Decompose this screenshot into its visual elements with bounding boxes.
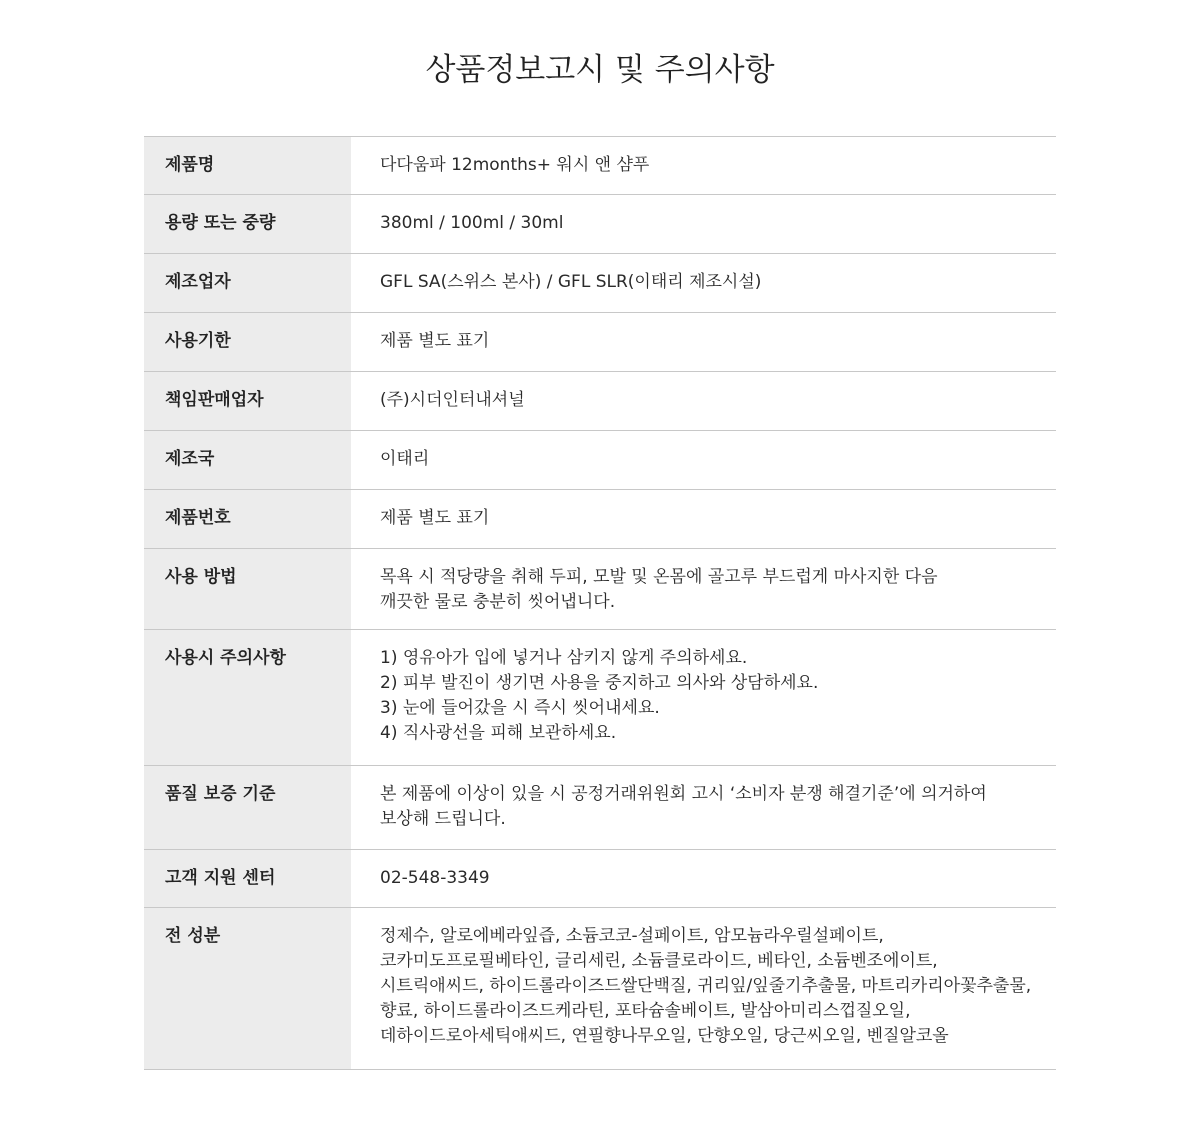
value-line: 1) 영유아가 입에 넣거나 삼키지 않게 주의하세요.	[380, 648, 748, 668]
row-value-product-number	[351, 490, 1056, 549]
row-value-volume	[351, 195, 1056, 254]
row-value-precautions	[351, 630, 1056, 766]
row-label-distributor: 책임판매업자	[144, 372, 351, 431]
row-label-quality-guarantee: 품질 보증 기준	[144, 766, 351, 850]
row-label-volume: 용량 또는 중량	[144, 195, 351, 254]
value-line: 깨끗한 물로 충분히 씻어냅니다.	[380, 592, 616, 612]
value-line: 다다움파 12months+ 워시 앤 샴푸	[380, 155, 650, 175]
value-line: GFL SA(스위스 본사) / GFL SLR(이태리 제조시설)	[380, 272, 762, 292]
value-line: 데하이드로아세틱애씨드, 연필향나무오일, 단향오일, 당근씨오일, 벤질알코올	[380, 1026, 949, 1046]
product-info-table	[144, 136, 1056, 1070]
value-line: 이태리	[380, 449, 430, 469]
row-value-expiry	[351, 313, 1056, 372]
row-value-usage	[351, 549, 1056, 630]
value-line: 제품 별도 표기	[380, 508, 490, 528]
row-value-ingredients	[351, 908, 1056, 1070]
value-line: 2) 피부 발진이 생기면 사용을 중지하고 의사와 상담하세요.	[380, 673, 819, 693]
row-label-manufacturer: 제조업자	[144, 254, 351, 313]
value-line: 제품 별도 표기	[380, 331, 490, 351]
row-label-customer-support: 고객 지원 센터	[144, 850, 351, 908]
table-row	[144, 549, 1056, 630]
row-label-usage: 사용 방법	[144, 549, 351, 630]
row-value-distributor	[351, 372, 1056, 431]
table-row	[144, 431, 1056, 490]
value-line: 본 제품에 이상이 있을 시 공정거래위원회 고시 ‘소비자 분쟁 해결기준’에 의거하여	[380, 784, 987, 804]
value-line: 02-548-3349	[380, 868, 490, 888]
value-line: 보상해 드립니다.	[380, 809, 506, 829]
row-label-ingredients: 전 성분	[144, 908, 351, 1070]
row-label-product-name: 제품명	[144, 137, 351, 195]
table-row	[144, 137, 1056, 195]
row-label-country: 제조국	[144, 431, 351, 490]
row-label-expiry: 사용기한	[144, 313, 351, 372]
table-row	[144, 850, 1056, 908]
row-value-customer-support	[351, 850, 1056, 908]
row-label-precautions: 사용시 주의사항	[144, 630, 351, 766]
table-row	[144, 313, 1056, 372]
row-value-quality-guarantee	[351, 766, 1056, 850]
value-line: 코카미도프로필베타인, 글리세린, 소듐클로라이드, 베타인, 소듐벤조에이트,	[380, 951, 938, 971]
value-line: 4) 직사광선을 피해 보관하세요.	[380, 723, 617, 743]
row-value-product-name	[351, 137, 1056, 195]
table-row	[144, 372, 1056, 431]
page-title: 상품정보고시 및 주의사항	[425, 52, 775, 88]
table-row	[144, 908, 1056, 1070]
value-line: 380ml / 100ml / 30ml	[380, 213, 564, 233]
value-line: 향료, 하이드롤라이즈드케라틴, 포타슘솔베이트, 발삼아미리스껍질오일,	[380, 1001, 911, 1021]
table-row	[144, 630, 1056, 766]
table-row	[144, 254, 1056, 313]
value-line: 정제수, 알로에베라잎즙, 소듐코코-설페이트, 암모늄라우릴설페이트,	[380, 926, 884, 946]
table-row	[144, 490, 1056, 549]
value-line: (주)시더인터내셔널	[380, 390, 525, 410]
value-line: 시트릭애씨드, 하이드롤라이즈드쌀단백질, 귀리잎/잎줄기추출물, 마트리카리아꽃추출물,	[380, 976, 1032, 996]
row-value-country	[351, 431, 1056, 490]
table-row	[144, 766, 1056, 850]
value-line: 3) 눈에 들어갔을 시 즉시 씻어내세요.	[380, 698, 660, 718]
value-line: 목욕 시 적당량을 취해 두피, 모발 및 온몸에 골고루 부드럽게 마사지한 다음	[380, 567, 938, 587]
row-value-manufacturer	[351, 254, 1056, 313]
row-label-product-number: 제품번호	[144, 490, 351, 549]
table-row	[144, 195, 1056, 254]
